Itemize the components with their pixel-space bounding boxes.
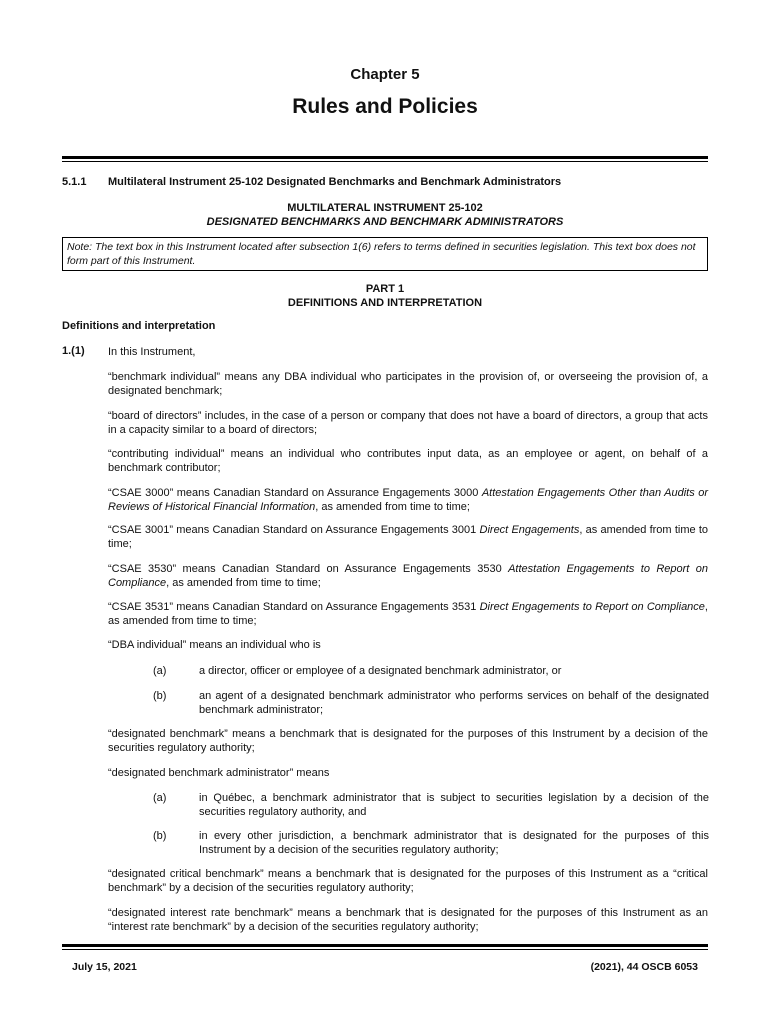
def-csae-3001 <box>108 523 708 551</box>
def-dba-individual: “DBA individual” means an individual who is <box>108 639 321 651</box>
def-designated-benchmark: “designated benchmark” means a benchmark that is designated for the purposes of this Instrument by a decision of the securities regulatory authority; <box>108 728 708 754</box>
part-number: PART 1 <box>365 283 405 295</box>
def-csae-3000-term: “CSAE 3000” means Canadian Standard on Assurance Engagements 3000 <box>108 487 482 499</box>
def-csae-3001-term: “CSAE 3001” means Canadian Standard on Assurance Engagements 3001 <box>108 524 480 536</box>
dba-item-a <box>153 664 709 678</box>
def-csae-3531-tail: , as amended from time to time; <box>108 601 708 627</box>
section-title: Multilateral Instrument 25-102 Designated Benchmarks and Benchmark Administrators <box>108 176 562 188</box>
part-title: DEFINITIONS AND INTERPRETATION <box>287 297 483 309</box>
def-csae-3530-tail: , as amended from time to time; <box>166 577 321 589</box>
def-csae-3000 <box>108 486 708 514</box>
bottom-double-rule <box>62 944 708 950</box>
page-title: Rules and Policies <box>292 95 478 118</box>
instrument-title <box>62 201 708 229</box>
part-heading <box>62 282 708 310</box>
def-csae-3001-title: Direct Engagements <box>479 524 580 536</box>
item-text: an agent of a designated benchmark administrator who performs services on behalf of the designated benchmark administrator; <box>199 690 709 716</box>
def-csae-3530 <box>108 562 708 590</box>
def-csae-3000-title: Attestation Engagements Other than Audits or Reviews of Historical Financial Information <box>108 487 708 513</box>
def-designated-benchmark-administrator: “designated benchmark administrator” means <box>108 767 330 779</box>
item-text: in Québec, a benchmark administrator that is subject to securities legislation by a decision of the securities regulatory authority, and <box>199 792 709 818</box>
dbadmin-item-a <box>153 791 709 819</box>
item-label: (a) <box>153 792 167 804</box>
top-double-rule <box>62 156 708 162</box>
item-label: (b) <box>153 690 167 702</box>
definitions-heading: Definitions and interpretation <box>62 320 216 332</box>
def-csae-3531-title: Direct Engagements to Report on Compliance <box>479 601 705 613</box>
item-text: in every other jurisdiction, a benchmark administrator that is designated for the purposes of this Instrument by a decision of the securities regulatory authority; <box>199 830 709 856</box>
def-csae-3531-term: “CSAE 3531” means Canadian Standard on Assurance Engagements 3531 <box>108 601 480 613</box>
def-board-of-directors: “board of directors” includes, in the case of a person or company that does not have a board of directors, a group that acts in a capacity similar to a board of directors; <box>108 410 708 436</box>
item-label: (b) <box>153 830 167 842</box>
def-benchmark-individual: “benchmark individual” means any DBA individual who participates in the provision of, or overseeing the provision of, a designated benchmark; <box>108 371 708 397</box>
footer-date: July 15, 2021 <box>72 961 137 973</box>
def-designated-interest-rate-benchmark: “designated interest rate benchmark” means a benchmark that is designated for the purposes of this Instrument as an “interest rate benchmark” by a decision of the securities regulatory authority; <box>108 907 708 933</box>
def-csae-3531 <box>108 600 708 628</box>
item-label: (a) <box>153 665 167 677</box>
dba-item-b <box>153 689 709 717</box>
clause-number: 1.(1) <box>62 345 85 357</box>
clause-intro: In this Instrument, <box>108 346 196 358</box>
def-contributing-individual: “contributing individual” means an individual who contributes input data, as an employee or agent, on behalf of a benchmark contributor; <box>108 448 708 474</box>
def-csae-3530-title: Attestation Engagements to Report on Compliance <box>108 563 708 589</box>
def-csae-3001-tail: , as amended from time to time; <box>108 524 708 550</box>
note-box: Note: The text box in this Instrument located after subsection 1(6) refers to terms defined in securities legislation. This text box does not form part of this Instrument. <box>62 237 708 271</box>
def-csae-3000-tail: , as amended from time to time; <box>315 501 470 513</box>
chapter-label: Chapter 5 <box>350 66 420 83</box>
section-number: 5.1.1 <box>62 176 87 188</box>
instrument-line-1: MULTILATERAL INSTRUMENT 25-102 <box>287 202 483 214</box>
footer-citation: (2021), 44 OSCB 6053 <box>590 961 698 973</box>
item-text: a director, officer or employee of a designated benchmark administrator, or <box>199 665 562 677</box>
dbadmin-item-b <box>153 829 709 857</box>
instrument-line-2: DESIGNATED BENCHMARKS AND BENCHMARK ADMINISTRATORS <box>206 216 564 228</box>
def-designated-critical-benchmark: “designated critical benchmark” means a benchmark that is designated for the purposes of this Instrument as a “critical benchmark” by a decision of the securities regulatory authority; <box>108 868 708 894</box>
def-csae-3530-term: “CSAE 3530” means Canadian Standard on Assurance Engagements 3530 <box>108 563 509 575</box>
